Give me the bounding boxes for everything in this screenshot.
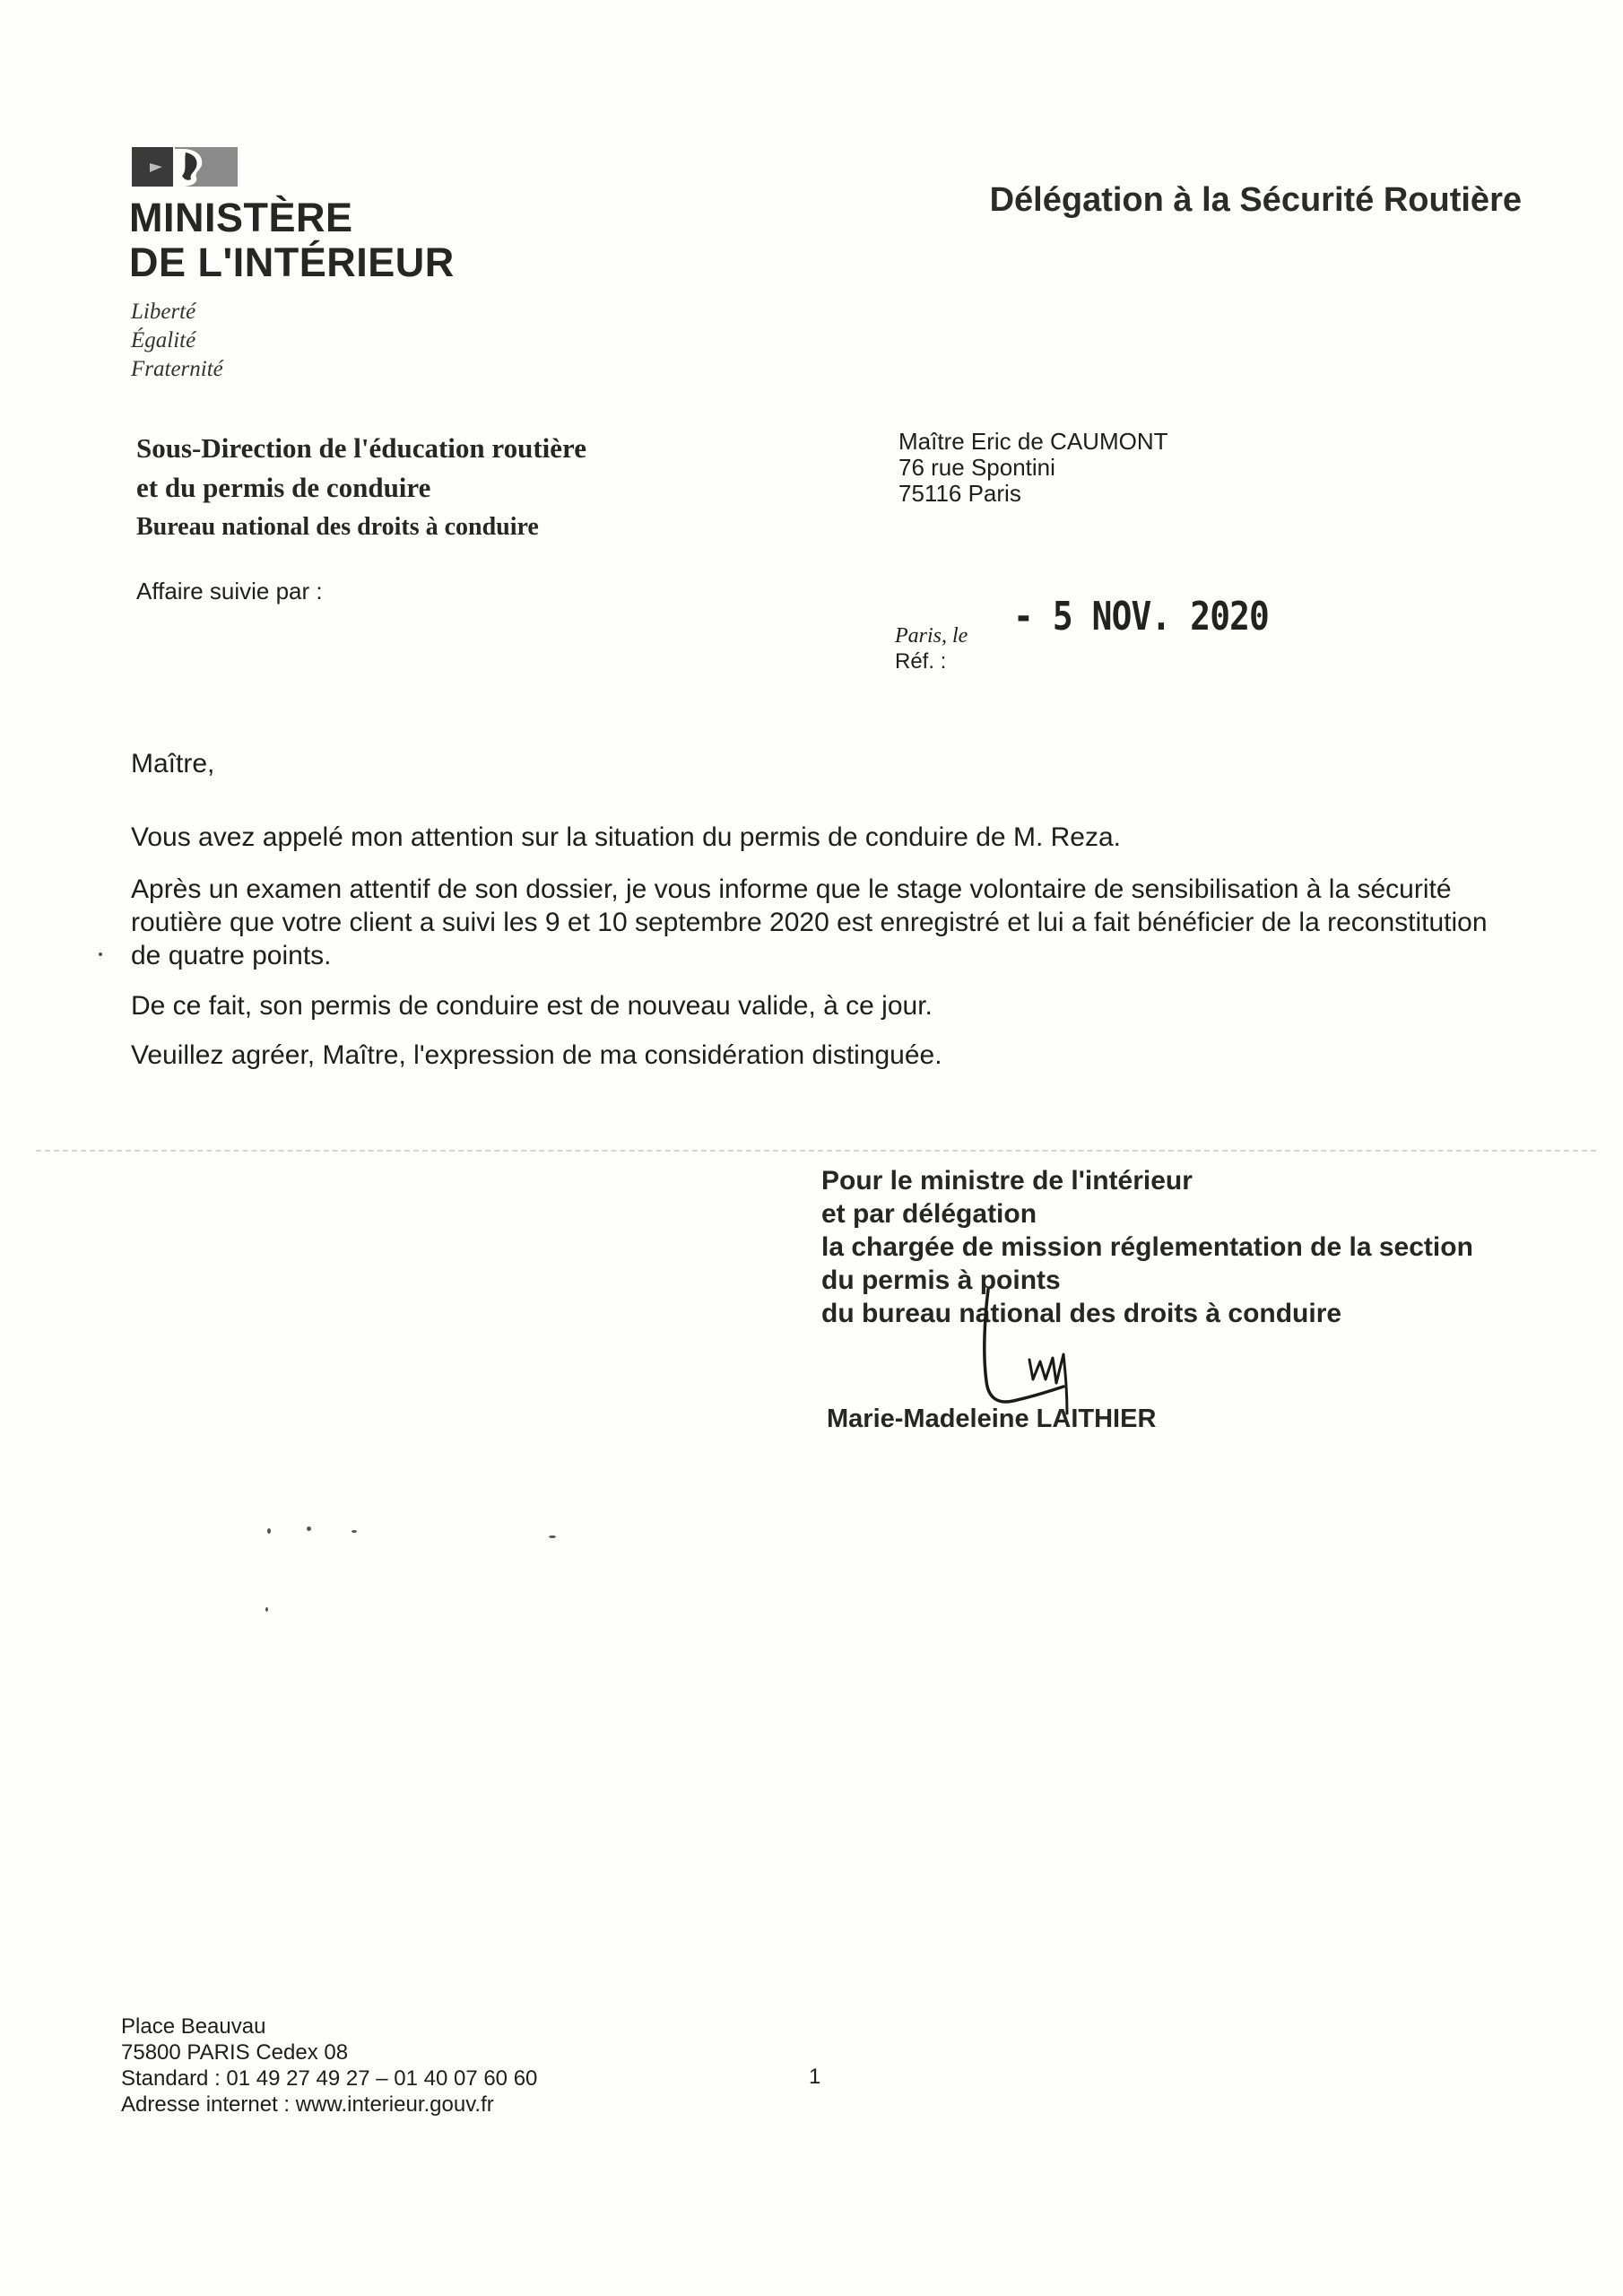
reference-label: Réf. : xyxy=(895,649,947,674)
agency-heading: Délégation à la Sécurité Routière xyxy=(989,181,1522,219)
scan-speck xyxy=(352,1530,357,1533)
scan-speck xyxy=(267,1528,271,1534)
department-line2: et du permis de conduire xyxy=(136,472,431,503)
scan-fold-line xyxy=(36,1150,1596,1152)
body-paragraph: Veuillez agréer, Maître, l'expression de ma considération distinguée. xyxy=(131,1040,942,1070)
footer-line: 75800 PARIS Cedex 08 xyxy=(121,2040,349,2065)
recipient-address xyxy=(898,429,1168,507)
signatory-line: la chargée de mission réglementation de la section xyxy=(821,1232,1473,1262)
motto xyxy=(131,298,223,384)
scan-speck xyxy=(265,1607,268,1612)
footer-address xyxy=(121,2013,537,2118)
recipient-city: 75116 Paris xyxy=(898,480,1021,507)
motto-fraternite: Fraternité xyxy=(131,357,223,381)
motto-egalite: Égalité xyxy=(131,328,196,352)
ministry-name-line2: DE L'INTÉRIEUR xyxy=(129,239,455,285)
signatory-block xyxy=(821,1164,1473,1330)
signatory-line: et par délégation xyxy=(821,1199,1037,1229)
signatory-line: du bureau national des droits à conduire xyxy=(821,1299,1342,1328)
salutation: Maître, xyxy=(131,749,215,778)
place-date-label: Paris, le xyxy=(895,624,968,648)
marianne-logo-icon xyxy=(132,144,238,188)
department-block xyxy=(136,429,586,547)
body-paragraph: Après un examen attentif de son dossier, je vous informe que le stage volontaire de sensibilisation à la sécurité routière que votre client a suivi les 9 et 10 septembre 2020 est enregistré et lui a fait bénéficier de la reconstitution de quatre points. xyxy=(131,874,1488,970)
recipient-name: Maître Eric de CAUMONT xyxy=(898,428,1168,455)
motto-liberte: Liberté xyxy=(131,300,196,324)
footer-line: Place Beauvau xyxy=(121,2014,266,2039)
page-number: 1 xyxy=(809,2065,821,2089)
footer-line: Standard : 01 49 27 49 27 – 01 40 07 60 60 xyxy=(121,2066,538,2091)
recipient-street: 76 rue Spontini xyxy=(898,454,1055,481)
department-line1: Sous-Direction de l'éducation routière xyxy=(136,432,587,464)
signer-name: Marie-Madeleine LAITHIER xyxy=(827,1405,1157,1433)
scan-speck xyxy=(307,1526,311,1531)
footer-line: Adresse internet : www.interieur.gouv.fr xyxy=(121,2092,494,2117)
date-stamp: - 5 NOV. 2020 xyxy=(1013,594,1269,639)
scan-speck xyxy=(549,1535,556,1538)
ministry-name-line1: MINISTÈRE xyxy=(129,195,353,240)
department-line3: Bureau national des droits à conduire xyxy=(136,513,539,541)
scan-speck xyxy=(99,952,102,956)
signatory-line: Pour le ministre de l'intérieur xyxy=(821,1166,1193,1196)
body-paragraph: Vous avez appelé mon attention sur la situation du permis de conduire de M. Reza. xyxy=(131,822,1121,852)
followed-by-label: Affaire suivie par : xyxy=(136,578,323,604)
ministry-name xyxy=(129,196,455,285)
handwritten-signature-icon xyxy=(977,1283,1103,1417)
body-paragraph: De ce fait, son permis de conduire est de nouveau valide, à ce jour. xyxy=(131,991,933,1021)
signatory-line: du permis à points xyxy=(821,1265,1061,1295)
